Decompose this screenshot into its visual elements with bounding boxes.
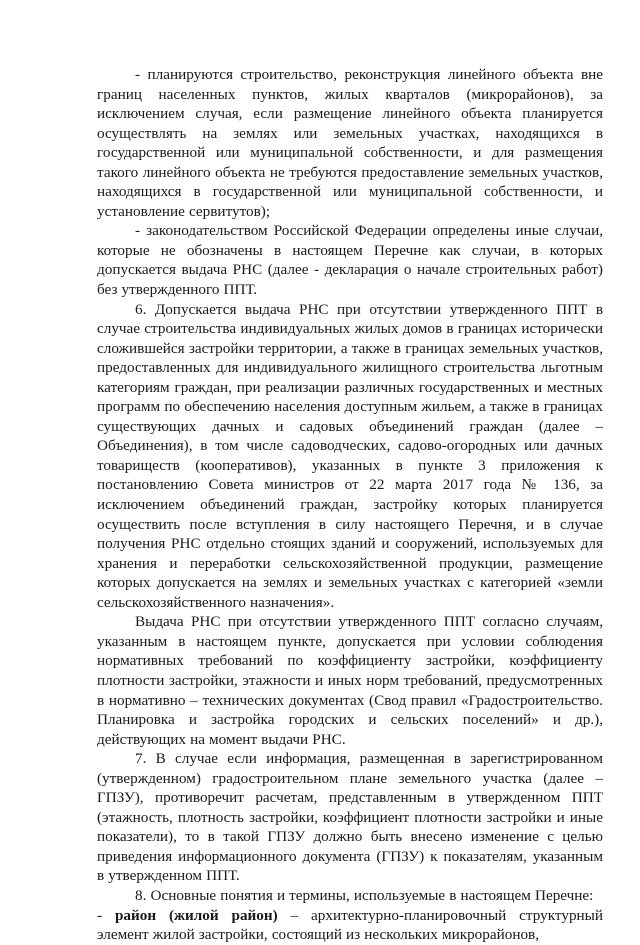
paragraph-item-8: 8. Основные понятия и термины, используемые в настоящем Перечне:: [135, 886, 594, 904]
definition-prefix: -: [97, 906, 115, 924]
paragraph-exception-legislation: - законодательством Российской Федерации определены иные случаи, которые не обозначены в настоящем Перечне как случаи, в которых допускается выдача РНС (далее - декларация о начале строительных работ) без утвержденного ППТ.: [97, 222, 603, 299]
document-page: [97, 65, 603, 945]
paragraph-item-7: 7. В случае если информация, размещенная в зарегистрированном (утвержденном) градостроительном плане земельного участка (далее – ГПЗУ), противоречит расчетам, представленным в утвержденном ППТ (этажность, плотность застройки, коэффициент плотности застройки и иные показатели), то в такой ГПЗУ должно быть внесено изменение с целью приведения информационного документа (ГПЗУ) к показателям, указанным в утвержденном ППТ.: [97, 750, 603, 885]
paragraph-item-6: 6. Допускается выдача РНС при отсутствии утвержденного ППТ в случае строительства индивидуальных жилых домов в границах исторически сложившейся застройки территории, а также в границах земельных участков, предоставленных для индивидуального жилищного строительства льготным категориям граждан, при реализации различных государственных и местных программ по обеспечению населения доступным жильем, а также в границах существующих дачных и садовых объединений граждан (далее – Объединения), в том числе садоводческих, садово-огородных или дачных товариществ (кооперативов), указанных в пункте 3 приложения к постановлению Совета министров от 22 марта 2017 года № 136, за исключением объединений граждан, застройку которых планируется осуществить после вступления в силу настоящего Перечня, и в случае получения РНС отдельно стоящих зданий и сооружений, используемых для хранения и переработки сельскохозяйственной продукции, размещение которых допускается на землях и земельных участках с категорией «земли сельскохозяйственного назначения».: [97, 300, 603, 611]
definition-term: район (жилой район): [114, 906, 278, 924]
definition-text: – архитектурно-планировочный структурный элемент жилой застройки, состоящий из нескольких микрорайонов,: [97, 906, 603, 944]
paragraph-exception-linear-object: - планируются строительство, реконструкция линейного объекта вне границ населенных пунктов, жилых кварталов (микрорайонов), за исключением случая, если размещение линейного объекта планируется осуществлять на землях или земельных участках, находящихся в государственной или муниципальной собственности, и для размещения такого линейного объекта не требуются предоставление земельных участков, находящихся в государственной или муниципальной собственности, и установление сервитутов);: [97, 66, 603, 220]
definition-district: [97, 906, 603, 945]
paragraph-item-6-conditions: Выдача РНС при отсутствии утвержденного ППТ согласно случаям, указанным в настоящем пункте, допускается при условии соблюдения нормативных требований по коэффициенту застройки, коэффициенту плотности застройки, этажности и иных норм требований, предусмотренных в нормативно – технических документах (Свод правил «Градостроительство. Планировка и застройка городских и сельских поселений» и др.), действующих на момент выдачи РНС.: [97, 613, 603, 748]
